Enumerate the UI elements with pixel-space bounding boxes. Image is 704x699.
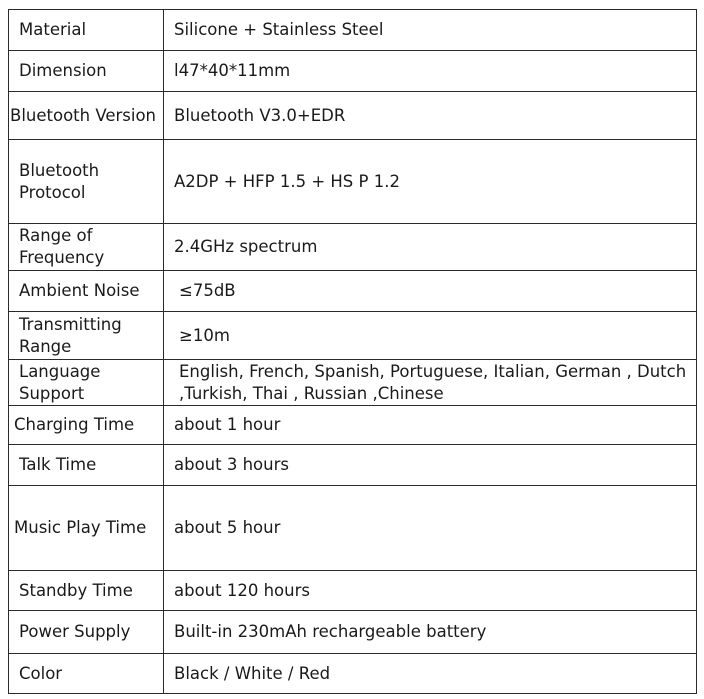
spec-value: English, French, Spanish, Portuguese, Italian, German , Dutch ,Turkish, Thai , Russian ,Chinese xyxy=(164,360,697,406)
spec-value: Bluetooth V3.0+EDR xyxy=(164,92,697,140)
spec-label: Power Supply xyxy=(9,611,164,654)
spec-value: about 120 hours xyxy=(164,571,697,611)
spec-value: about 1 hour xyxy=(164,406,697,445)
spec-value: Silicone + Stainless Steel xyxy=(164,10,697,51)
spec-value: A2DP + HFP 1.5 + HS P 1.2 xyxy=(164,140,697,224)
spec-row-talk-time xyxy=(9,445,697,486)
spec-row-bluetooth-protocol xyxy=(9,140,697,224)
spec-value: ≤75dB xyxy=(164,271,697,312)
spec-label: Talk Time xyxy=(9,445,164,486)
spec-value: about 3 hours xyxy=(164,445,697,486)
spec-row-material xyxy=(9,10,697,51)
spec-row-dimension xyxy=(9,51,697,92)
spec-label: Language Support xyxy=(9,360,164,406)
spec-label: Charging Time xyxy=(9,406,164,445)
spec-row-charging-time xyxy=(9,406,697,445)
spec-label: Bluetooth Version xyxy=(9,92,164,140)
spec-value: Black / White / Red xyxy=(164,654,697,694)
spec-label: Transmitting Range xyxy=(9,312,164,360)
spec-label: Material xyxy=(9,10,164,51)
spec-row-power-supply xyxy=(9,611,697,654)
spec-row-range-of-frequency xyxy=(9,224,697,271)
spec-value: ≥10m xyxy=(164,312,697,360)
spec-value: about 5 hour xyxy=(164,486,697,571)
spec-label: Music Play Time xyxy=(9,486,164,571)
spec-row-standby-time xyxy=(9,571,697,611)
spec-label: Ambient Noise xyxy=(9,271,164,312)
spec-row-music-play-time xyxy=(9,486,697,571)
spec-table xyxy=(8,9,697,694)
spec-value: Built-in 230mAh rechargeable battery xyxy=(164,611,697,654)
spec-row-bluetooth-version xyxy=(9,92,697,140)
spec-row-color xyxy=(9,654,697,694)
spec-row-ambient-noise xyxy=(9,271,697,312)
spec-value: l47*40*11mm xyxy=(164,51,697,92)
spec-label: Standby Time xyxy=(9,571,164,611)
spec-label: Dimension xyxy=(9,51,164,92)
spec-label: Color xyxy=(9,654,164,694)
spec-row-transmitting-range xyxy=(9,312,697,360)
spec-label: Bluetooth Protocol xyxy=(9,140,164,224)
spec-value: 2.4GHz spectrum xyxy=(164,224,697,271)
spec-row-language-support xyxy=(9,360,697,406)
spec-label: Range of Frequency xyxy=(9,224,164,271)
